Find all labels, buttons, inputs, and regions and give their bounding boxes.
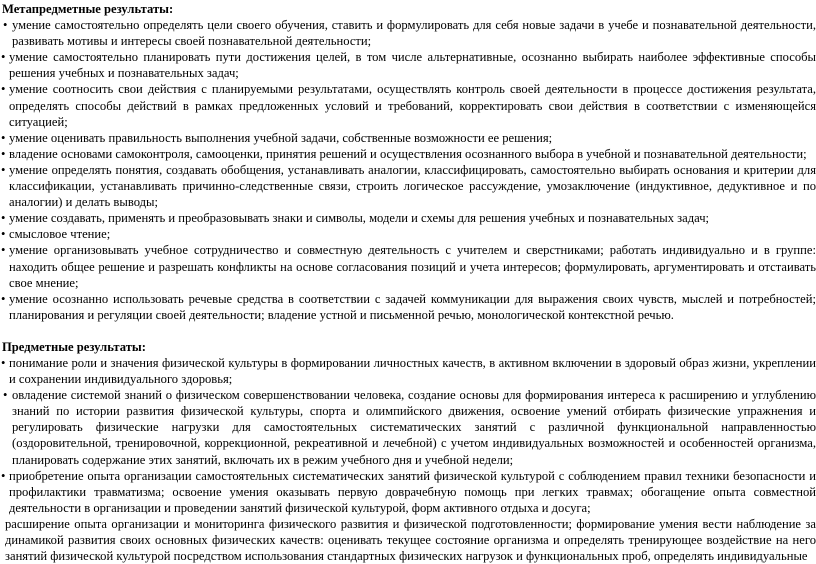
section-heading-metasubject: Метапредметные результаты:	[2, 2, 174, 16]
list-item: • умение организовывать учебное сотрудничество и совместную деятельность с учителем и сверстниками; работать индивидуально и в группе: находить общее решение и разрешать конфликты на основе согласования позиций и учета интересов; формулировать, аргументировать и отстаивать свое мнение;	[0, 242, 816, 290]
list-item: • приобретение опыта организации самостоятельных систематических занятий физической культурой с соблюдением правил техники безопасности и профилактики травматизма; освоение умения оказывать первую доврачебную помощь при легких травмах; обогащение опыта совместной деятельности в организации и проведении занятий физической культурой, форм активного отдыха и досуга;	[0, 468, 816, 516]
metasubject-results-list	[0, 17, 816, 323]
list-item: • умение самостоятельно определять цели своего обучения, ставить и формулировать для себя новые задачи в учебе и познавательной деятельности, развивать мотивы и интересы своей познавательной деятельности;	[0, 17, 816, 49]
list-item: • понимание роли и значения физической культуры в формировании личностных качеств, в активном включении в здоровый образ жизни, укреплении и сохранении индивидуального здоровья;	[0, 355, 816, 387]
list-item: • умение самостоятельно планировать пути достижения целей, в том числе альтернативные, осознанно выбирать наиболее эффективные способы решения учебных и познавательных задач;	[0, 49, 816, 81]
list-item: • умение осознанно использовать речевые средства в соответствии с задачей коммуникации для выражения своих чувств, мыслей и потребностей; планирования и регуляции своей деятельности; владение устной и письменной речью, монологической контекстной речью.	[0, 291, 816, 323]
subject-results-list	[0, 355, 816, 516]
paragraph: расширение опыта организации и мониторинга физического развития и физической подготовленности; формирование умения вести наблюдение за динамикой развития своих основных физических качеств: оценивать текущее состояние организма и определять тренирующее воздействие на него занятий физической культурой посредством использования стандартных физических нагрузок и функциональных проб, определять индивидуальные	[5, 516, 816, 564]
list-item: • овладение системой знаний о физическом совершенствовании человека, создание основы для формирования интереса к расширению и углублению знаний по истории развития физической культуры, спорта и олимпийского движения, освоение умений отбирать физические упражнения и регулировать физические нагрузки для самостоятельных систематических занятий с различной функциональной направленностью (оздоровительной, тренировочной, коррекционной, рекреативной и лечебной) с учетом индивидуальных возможностей и особенностей организма, планировать содержание этих занятий, включать их в режим учебного дня и учебной недели;	[0, 387, 816, 467]
section-heading-subject: Предметные результаты:	[2, 339, 146, 354]
list-item: • умение оценивать правильность выполнения учебной задачи, собственные возможности ее решения;	[0, 130, 816, 146]
list-item: • умение создавать, применять и преобразовывать знаки и символы, модели и схемы для решения учебных и познавательных задач;	[0, 210, 816, 226]
list-item: • смысловое чтение;	[0, 226, 816, 242]
list-item: • умение определять понятия, создавать обобщения, устанавливать аналогии, классифицировать, самостоятельно выбирать основания и критерии для классификации, устанавливать причинно-следственные связи, строить логическое рассуждение, умозаключение (индуктивное, дедуктивное и по аналогии) и делать выводы;	[0, 162, 816, 210]
spacer	[0, 323, 816, 339]
list-item: • умение соотносить свои действия с планируемыми результатами, осуществлять контроль своей деятельности в процессе достижения результата, определять способы действий в рамках предложенных условий и требований, корректировать свои действия в соответствии с изменяющейся ситуацией;	[0, 81, 816, 129]
list-item: • владение основами самоконтроля, самооценки, принятия решений и осуществления осознанного выбора в учебной и познавательной деятельности;	[0, 146, 816, 162]
